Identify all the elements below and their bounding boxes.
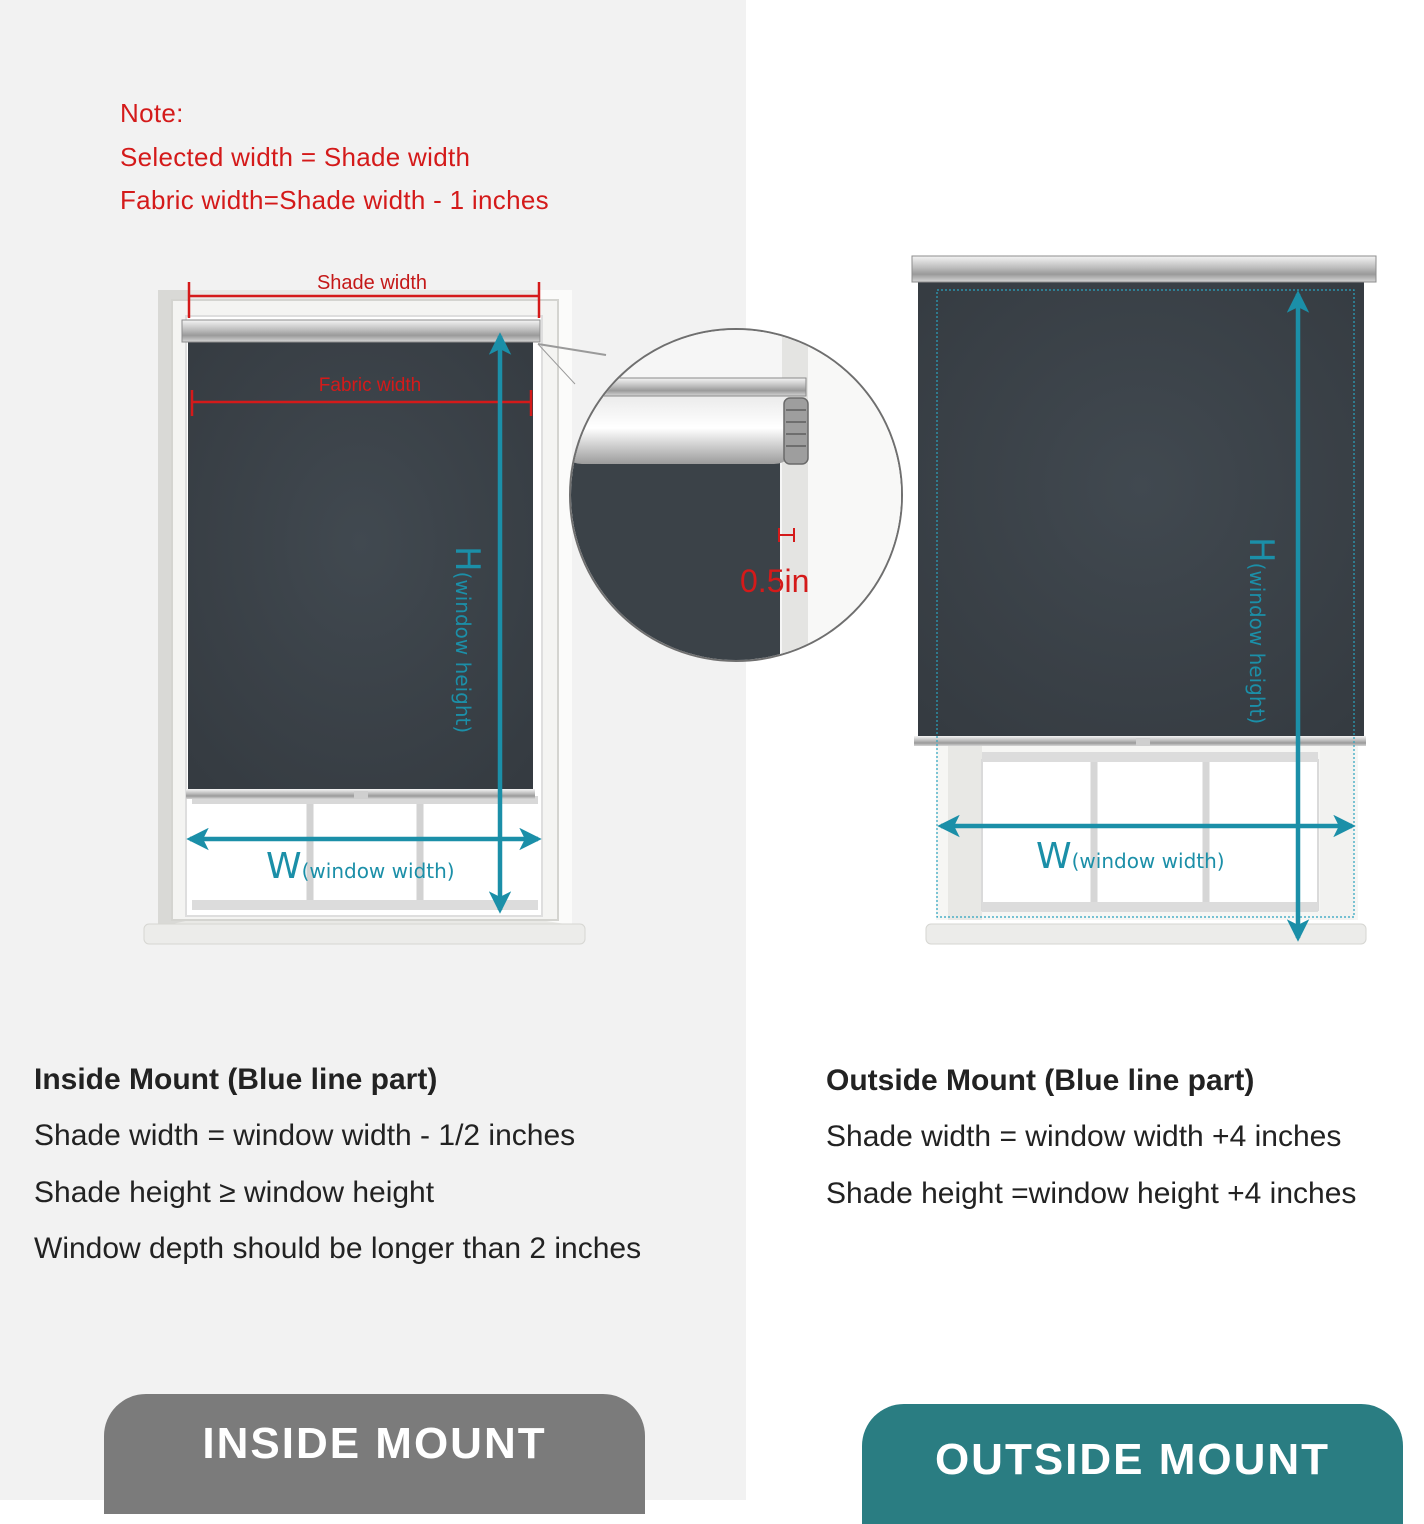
outside-window [912,256,1376,944]
inside-mount-button[interactable]: INSIDE MOUNT [104,1394,645,1514]
outside-headrail [912,256,1376,282]
inside-spec-title: Inside Mount (Blue line part) [34,1063,438,1096]
headrail-zoom-circle [560,320,920,700]
note-heading: Note: [120,98,184,128]
shade-width-label: Shade width [316,272,428,294]
inside-spec-line: Shade height ≥ window height [34,1175,435,1209]
outside-width-label: W(window width) [1036,836,1225,877]
inside-spec-line: Window depth should be longer than 2 inches [34,1232,642,1265]
inside-width-label: W(window width) [266,846,455,887]
gap-half-inch-label: 0.5in [740,563,810,599]
outside-mount-button[interactable]: OUTSIDE MOUNT [862,1404,1403,1524]
outside-spec-line: Shade height =window height +4 inches [826,1176,1357,1210]
inside-mount-spec [34,1052,641,1278]
outside-height-label: H(window height) [1241,537,1281,725]
inside-height-label: H(window height) [447,546,487,734]
outside-spec-title: Outside Mount (Blue line part) [826,1064,1255,1097]
outside-spec-line: Shade width = window width +4 inches [826,1120,1342,1153]
note-line-fabric-width: Fabric width=Shade width - 1 inches [120,185,549,215]
outside-mount-spec [826,1053,1356,1222]
inside-spec-line: Shade width = window width - 1/2 inches [34,1119,576,1152]
note-line-selected-width: Selected width = Shade width [120,141,471,172]
fabric-width-label: Fabric width [318,375,422,396]
inside-headrail [182,320,540,342]
